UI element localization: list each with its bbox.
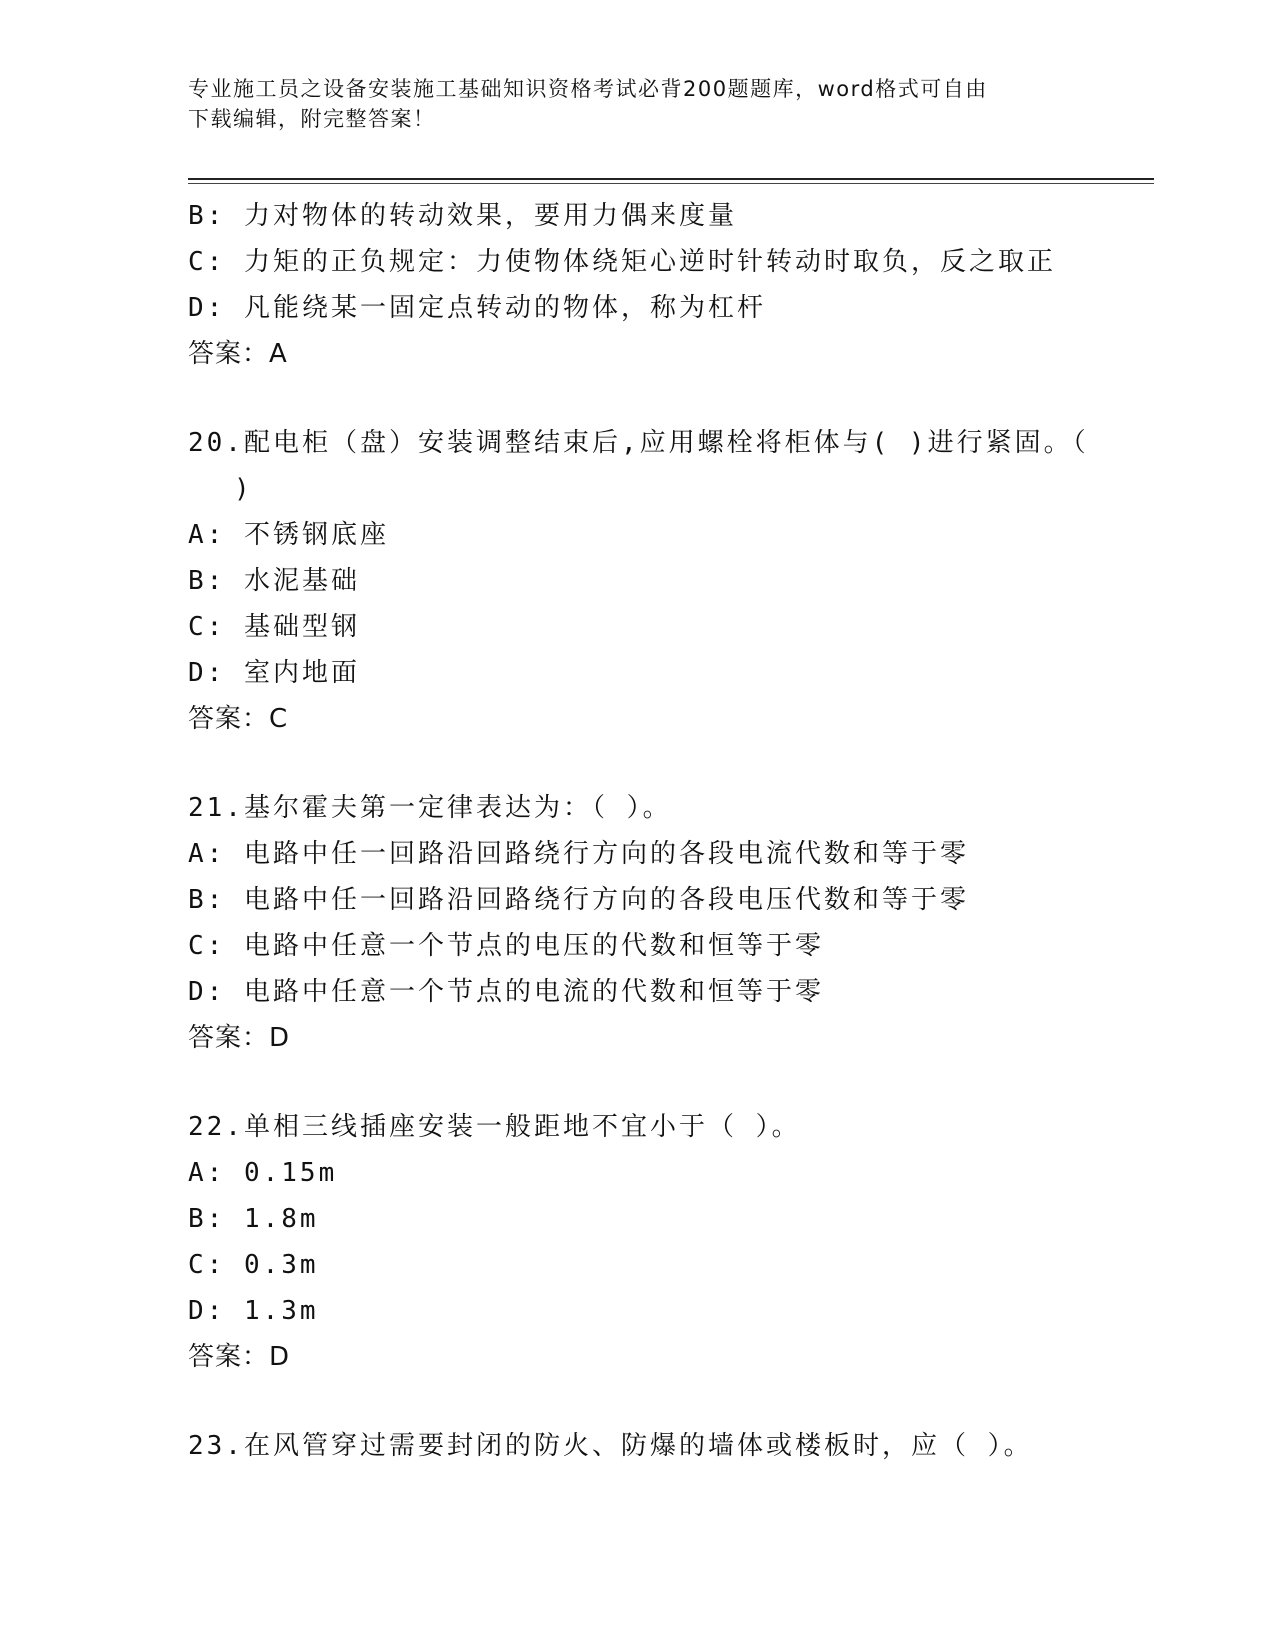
question-block-21: [188, 785, 1088, 1061]
header-line-1: 专业施工员之设备安装施工基础知识资格考试必背200题题库，word格式可自由: [188, 77, 988, 101]
option-d: D: 凡能绕某一固定点转动的物体，称为杠杆: [188, 293, 766, 323]
question-block-22: [188, 1104, 1088, 1380]
option-b: B: 力对物体的转动效果，要用力偶来度量: [188, 201, 737, 231]
option-c: C: 电路中任意一个节点的电压的代数和恒等于零: [188, 931, 824, 961]
question-stem-continued: ): [234, 474, 253, 504]
option-b: B: 1.8m: [188, 1204, 319, 1234]
option-a: A: 不锈钢底座: [188, 520, 389, 550]
question-block-19: [188, 193, 1088, 377]
option-c: C: 0.3m: [188, 1250, 319, 1280]
option-a: A: 电路中任一回路沿回路绕行方向的各段电流代数和等于零: [188, 839, 969, 869]
question-block-23: [188, 1423, 1088, 1469]
header-line-2: 下载编辑，附完整答案！: [188, 107, 436, 131]
option-d: D: 电路中任意一个节点的电流的代数和恒等于零: [188, 977, 824, 1007]
answer-line: 答案：C: [188, 704, 289, 734]
question-stem: 22.单相三线插座安装一般距地不宜小于（ ）。: [188, 1112, 801, 1142]
header-divider-thin: [188, 183, 1154, 184]
option-c: C: 基础型钢: [188, 612, 360, 642]
answer-line: 答案：D: [188, 1342, 291, 1372]
option-b: B: 水泥基础: [188, 566, 360, 596]
option-d: D: 1.3m: [188, 1296, 319, 1326]
option-c: C: 力矩的正负规定：力使物体绕矩心逆时针转动时取负，反之取正: [188, 247, 1056, 277]
document-header: [188, 74, 1078, 134]
option-d: D: 室内地面: [188, 658, 360, 688]
question-stem: 21.基尔霍夫第一定律表达为：（ ）。: [188, 793, 672, 823]
option-a: A: 0.15m: [188, 1158, 338, 1188]
question-list: [188, 193, 1088, 1469]
question-stem: 23.在风管穿过需要封闭的防火、防爆的墙体或楼板时，应（ ）。: [188, 1431, 1033, 1461]
option-b: B: 电路中任一回路沿回路绕行方向的各段电压代数和等于零: [188, 885, 969, 915]
question-block-20: [188, 420, 1088, 742]
header-divider-thick: [188, 178, 1154, 180]
question-stem: 20.配电柜（盘）安装调整结束后,应用螺栓将柜体与( )进行紧固。（: [188, 428, 1089, 458]
answer-line: 答案：A: [188, 339, 288, 369]
answer-line: 答案：D: [188, 1023, 291, 1053]
